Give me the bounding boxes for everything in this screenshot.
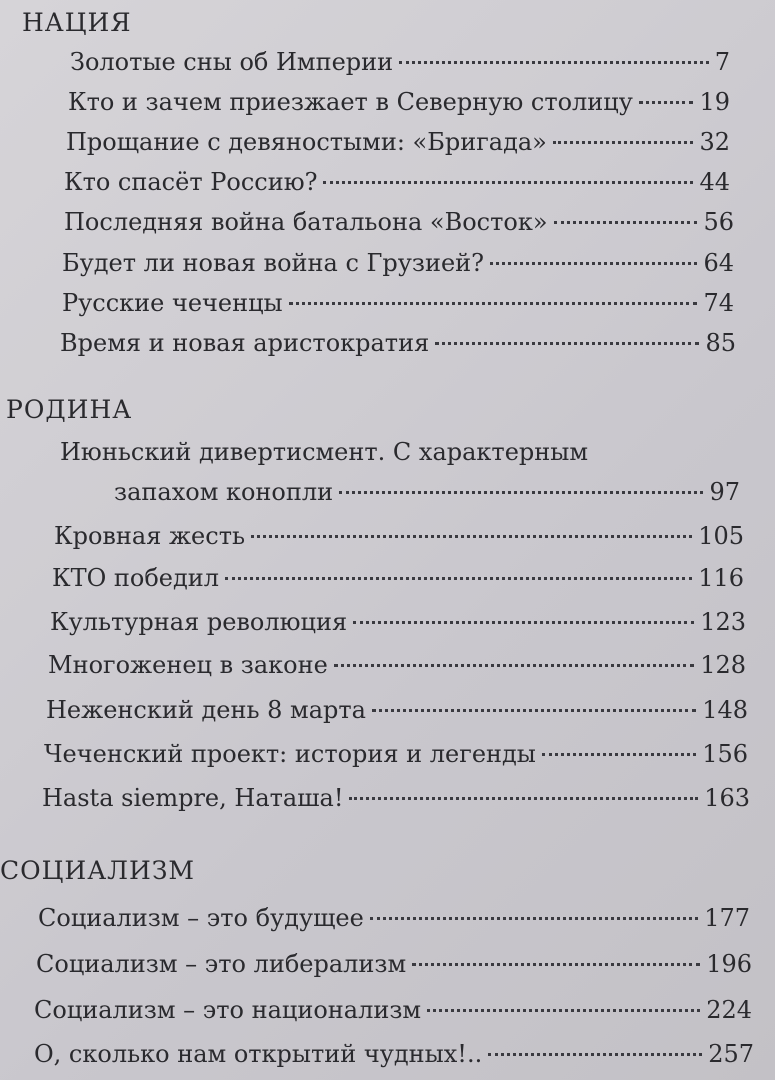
dot-leader bbox=[554, 221, 698, 224]
dot-leader bbox=[399, 61, 709, 64]
toc-entry bbox=[48, 651, 746, 685]
toc-entry-title: Прощание с девяностыми: «Бригада» bbox=[66, 128, 547, 156]
dot-leader bbox=[339, 491, 703, 494]
toc-entry-title: Будет ли новая война с Грузией? bbox=[62, 249, 485, 277]
toc-entry bbox=[64, 168, 730, 202]
toc-entry-title: О, сколько нам открытий чудных!.. bbox=[34, 1040, 483, 1068]
toc-entry-title: Кровная жесть bbox=[54, 522, 246, 550]
toc-entry-title: Время и новая аристократия bbox=[60, 329, 430, 357]
toc-entry-page: 19 bbox=[699, 88, 730, 116]
toc-entry-page: 123 bbox=[700, 608, 746, 636]
toc-entry-title: Hasta siempre, Наташа! bbox=[42, 784, 344, 812]
toc-entry-title: Кто и зачем приезжает в Северную столицу bbox=[68, 88, 633, 116]
toc-entry-title: Золотые сны об Империи bbox=[70, 48, 394, 76]
toc-entry bbox=[46, 696, 748, 730]
dot-leader bbox=[370, 917, 698, 920]
toc-entry-page: 257 bbox=[708, 1040, 754, 1068]
toc-entry-page: 7 bbox=[714, 48, 730, 76]
toc-entry bbox=[44, 740, 748, 774]
toc-entry bbox=[62, 249, 734, 283]
section-heading-natsiya: НАЦИЯ bbox=[22, 8, 132, 37]
toc-entry bbox=[52, 564, 744, 598]
toc-entry bbox=[54, 522, 744, 556]
toc-entry-page: 156 bbox=[702, 740, 748, 768]
toc-entry bbox=[114, 478, 740, 512]
toc-entry bbox=[36, 950, 752, 984]
dot-leader bbox=[490, 262, 697, 265]
dot-leader bbox=[289, 302, 698, 305]
toc-entry-title: Кто спасёт Россию? bbox=[64, 168, 318, 196]
toc-entry-title: Социализм – это будущее bbox=[38, 904, 364, 932]
dot-leader bbox=[353, 621, 694, 624]
toc-entry-page: 44 bbox=[699, 168, 730, 196]
toc-entry bbox=[70, 48, 730, 82]
toc-entry bbox=[50, 608, 746, 642]
toc-entry-page: 85 bbox=[705, 329, 736, 357]
dot-leader bbox=[412, 963, 700, 966]
toc-entry bbox=[68, 88, 730, 122]
dot-leader bbox=[435, 342, 699, 345]
dot-leader bbox=[334, 664, 694, 667]
dot-leader bbox=[251, 535, 692, 538]
toc-entry-title: Русские чеченцы bbox=[62, 289, 283, 317]
toc-entry-page: 196 bbox=[706, 950, 752, 978]
dot-leader bbox=[488, 1053, 702, 1056]
dot-leader bbox=[553, 141, 694, 144]
toc-entry bbox=[38, 904, 750, 938]
toc-entry-title-line1: Июньский дивертисмент. С характерным bbox=[60, 438, 589, 466]
toc-entry-page: 116 bbox=[698, 564, 744, 592]
toc-entry-page: 224 bbox=[706, 996, 752, 1024]
toc-entry-page: 56 bbox=[703, 208, 734, 236]
toc-entry-title: КТО победил bbox=[52, 564, 220, 592]
toc-entry-title: запахом конопли bbox=[114, 478, 334, 506]
toc-entry-page: 148 bbox=[702, 696, 748, 724]
toc-entry-page: 74 bbox=[703, 289, 734, 317]
toc-entry-title: Чеченский проект: история и легенды bbox=[44, 740, 536, 768]
toc-entry-page: 177 bbox=[704, 904, 750, 932]
toc-entry bbox=[62, 289, 734, 323]
dot-leader bbox=[639, 101, 694, 104]
dot-leader bbox=[427, 1009, 700, 1012]
toc-entry bbox=[64, 208, 734, 242]
toc-entry bbox=[66, 128, 730, 162]
toc-entry-title: Социализм – это национализм bbox=[34, 996, 422, 1024]
toc-entry-page: 105 bbox=[698, 522, 744, 550]
toc-entry-page: 32 bbox=[699, 128, 730, 156]
toc-entry-page: 97 bbox=[709, 478, 740, 506]
toc-entry-title: Культурная революция bbox=[50, 608, 348, 636]
toc-entry bbox=[34, 996, 752, 1030]
section-heading-sotsializm: СОЦИАЛИЗМ bbox=[0, 856, 195, 885]
dot-leader bbox=[372, 709, 696, 712]
toc-entry-page: 163 bbox=[704, 784, 750, 812]
section-heading-rodina: РОДИНА bbox=[6, 395, 133, 424]
dot-leader bbox=[542, 753, 696, 756]
toc-entry-title: Многоженец в законе bbox=[48, 651, 328, 679]
toc-entry bbox=[34, 1040, 754, 1074]
toc-entry bbox=[60, 329, 736, 363]
dot-leader bbox=[349, 797, 698, 800]
toc-entry-title: Социализм – это либерализм bbox=[36, 950, 407, 978]
toc-entry bbox=[42, 784, 750, 818]
dot-leader bbox=[323, 181, 693, 184]
toc-entry-page: 64 bbox=[703, 249, 734, 277]
toc-entry-title: Последняя война батальона «Восток» bbox=[64, 208, 548, 236]
dot-leader bbox=[225, 577, 692, 580]
toc-entry-title: Неженский день 8 марта bbox=[46, 696, 366, 724]
toc-entry-page: 128 bbox=[700, 651, 746, 679]
